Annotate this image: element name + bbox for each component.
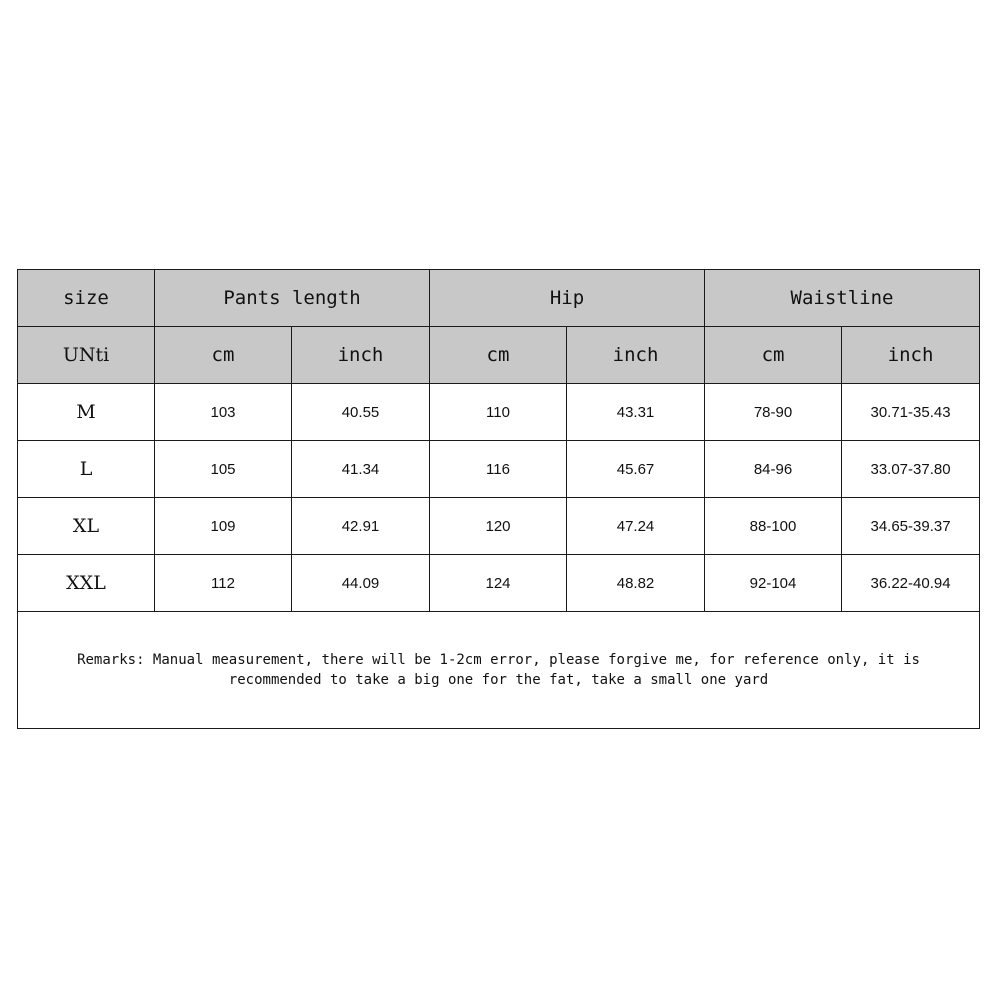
table-cell: 30.71-35.43 [842,384,980,441]
waistline-header: Waistline [705,270,980,327]
table-cell: 43.31 [567,384,705,441]
unit-cell: cm [430,327,567,384]
table-cell: 33.07-37.80 [842,441,980,498]
table-cell: 109 [155,498,292,555]
table-row [18,555,980,612]
table-cell: 120 [430,498,567,555]
size-cell: L [18,441,155,498]
table-cell: 116 [430,441,567,498]
remarks-line-2: recommended to take a big one for the fat, take a small one yard [228,672,769,688]
remarks-cell [18,612,980,729]
table-cell: 47.24 [567,498,705,555]
table-cell: 34.65-39.37 [842,498,980,555]
unit-label: UNti [18,327,155,384]
unit-cell: inch [567,327,705,384]
size-cell: M [18,384,155,441]
pants-length-header: Pants length [155,270,430,327]
table-cell: 112 [155,555,292,612]
table-cell: 84-96 [705,441,842,498]
table-cell: 88-100 [705,498,842,555]
hip-header: Hip [430,270,705,327]
table-row [18,441,980,498]
table-cell: 48.82 [567,555,705,612]
table-cell: 45.67 [567,441,705,498]
table-row [18,498,980,555]
table-cell: 41.34 [292,441,430,498]
size-cell: XXL [18,555,155,612]
unit-cell: inch [842,327,980,384]
table-cell: 110 [430,384,567,441]
table-cell: 36.22-40.94 [842,555,980,612]
header-row [18,270,980,327]
unit-row [18,327,980,384]
table-cell: 78-90 [705,384,842,441]
remarks-row [18,612,980,729]
table-cell: 44.09 [292,555,430,612]
table-cell: 124 [430,555,567,612]
table-cell: 103 [155,384,292,441]
remarks-line-1: Remarks: Manual measurement, there will be 1-2cm error, please forgive me, for reference only, it is [77,652,920,668]
unit-cell: cm [705,327,842,384]
unit-cell: inch [292,327,430,384]
unit-cell: cm [155,327,292,384]
size-cell: XL [18,498,155,555]
size-chart-table [17,269,980,729]
size-header: size [18,270,155,327]
table-row [18,384,980,441]
table-cell: 42.91 [292,498,430,555]
table-cell: 105 [155,441,292,498]
table-cell: 92-104 [705,555,842,612]
table-cell: 40.55 [292,384,430,441]
